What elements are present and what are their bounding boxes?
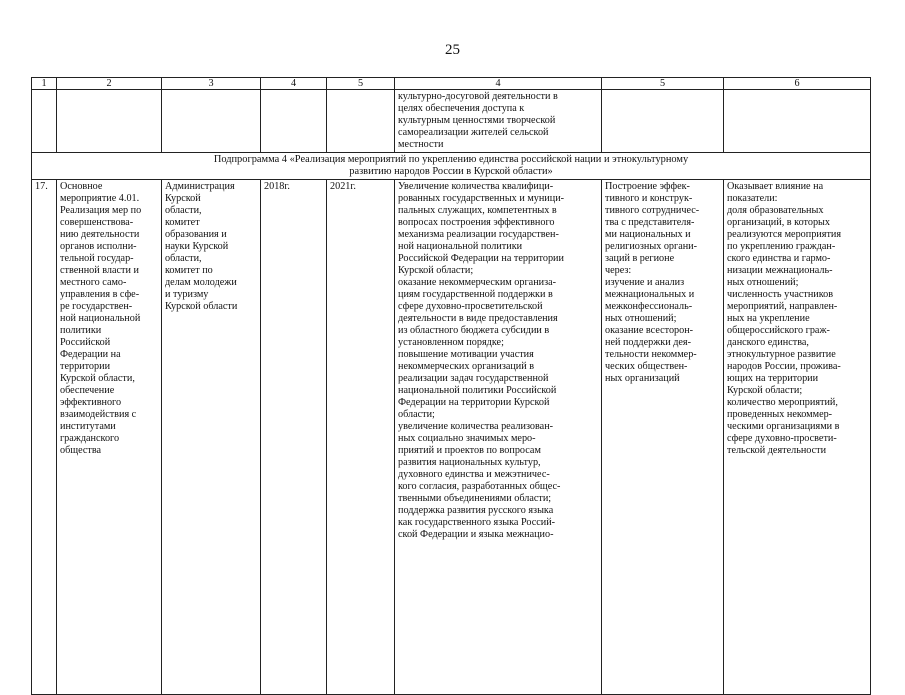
result-line: духовного единства и межэтничес- xyxy=(398,469,550,480)
header-col-8: 6 xyxy=(724,78,871,90)
result-line: оказание некоммерческим организа- xyxy=(398,277,557,288)
event-cell xyxy=(57,180,162,695)
consequence-line: ных организаций xyxy=(605,373,680,384)
event-line: ре государствен- xyxy=(60,301,133,312)
cont-line: культурно-досуговой деятельности в xyxy=(398,91,558,102)
event-line: Федерации на xyxy=(60,349,121,360)
result-line: рованных государственных и муници- xyxy=(398,193,565,204)
event-line: местного само- xyxy=(60,277,127,288)
executor-line: делам молодежи xyxy=(165,277,237,288)
result-line: национальной политики Российской xyxy=(398,385,557,396)
indicator-line: ческими организациями в xyxy=(727,421,840,432)
result-line: поддержка развития русского языка xyxy=(398,505,554,516)
result-line: развития национальных культур, xyxy=(398,457,541,468)
executor-line: комитет по xyxy=(165,265,213,276)
consequence-line: ней поддержки дея- xyxy=(605,337,691,348)
subprogram-title-line: развитию народов России в Курской области» xyxy=(349,166,553,177)
event-line: институтами xyxy=(60,421,116,432)
result-line: установленном порядке; xyxy=(398,337,504,348)
event-line: ственной власти и xyxy=(60,265,139,276)
cont-cell-3 xyxy=(162,90,261,153)
indicator-line: данского единства, xyxy=(727,337,809,348)
result-line: Увеличение количества квалифици- xyxy=(398,181,554,192)
executor-line: Курской области xyxy=(165,301,238,312)
header-col-7: 5 xyxy=(602,78,724,90)
cont-cell-1 xyxy=(32,90,57,153)
executor-line: области, xyxy=(165,253,202,264)
consequence-line: религиозных органи- xyxy=(605,241,698,252)
event-line: ной национальной xyxy=(60,313,141,324)
result-line: деятельности в виде предоставления xyxy=(398,313,558,324)
event-line: территории xyxy=(60,361,111,372)
header-col-6: 4 xyxy=(395,78,602,90)
executor-line: области, xyxy=(165,205,202,216)
consequence-line: межконфессиональ- xyxy=(605,301,693,312)
subprogram-title xyxy=(32,153,871,180)
event-line: органов исполни- xyxy=(60,241,137,252)
header-col-2: 2 xyxy=(57,78,162,90)
consequence-line: тивного сотрудничес- xyxy=(605,205,700,216)
result-line: ных социально значимых меро- xyxy=(398,433,536,444)
cont-line: местности xyxy=(398,139,444,150)
consequence-line: изучение и анализ xyxy=(605,277,685,288)
event-line: нию деятельности xyxy=(60,229,140,240)
result-line: области; xyxy=(398,409,435,420)
indicator-line: общероссийского граж- xyxy=(727,325,830,336)
consequence-line: тивного и конструк- xyxy=(605,193,693,204)
consequence-line: ческих обществен- xyxy=(605,361,688,372)
executor-line: комитет xyxy=(165,217,200,228)
result-line: Федерации на территории Курской xyxy=(398,397,550,408)
subprogram-title-line: Подпрограмма 4 «Реализация мероприятий по укреплению единства российской нации и этнокультурному xyxy=(213,154,689,165)
event-line: тельной государ- xyxy=(60,253,134,264)
event-line: эффективного xyxy=(60,397,122,408)
indicator-line: доля образовательных xyxy=(727,205,824,216)
result-line: приятий и проектов по вопросам xyxy=(398,445,541,456)
indicator-line: ющих на территории xyxy=(727,373,819,384)
executor-line: Администрация xyxy=(165,181,235,192)
cont-cell-8 xyxy=(724,90,871,153)
result-line: как государственного языка Россий- xyxy=(398,517,556,528)
event-line: гражданского xyxy=(60,433,120,444)
consequence-cell xyxy=(602,180,724,695)
event-line: Российской xyxy=(60,337,111,348)
start-year: 2018г. xyxy=(261,180,327,695)
indicator-line: этнокультурное развитие xyxy=(727,349,836,360)
result-line: вопросах построения эффективного xyxy=(398,217,555,228)
indicator-cell xyxy=(724,180,871,695)
executor-line: и туризму xyxy=(165,289,209,300)
cont-cell-4 xyxy=(261,90,327,153)
event-line: политики xyxy=(60,325,102,336)
indicator-line: сфере духовно-просвети- xyxy=(727,433,837,444)
indicator-line: ных на укрепление xyxy=(727,313,810,324)
result-line: из областного бюджета субсидии в xyxy=(398,325,550,336)
indicator-line: количество мероприятий, xyxy=(727,397,838,408)
consequence-line: Построение эффек- xyxy=(605,181,690,192)
result-line: сфере духовно-просветительской xyxy=(398,301,543,312)
event-line: совершенствова- xyxy=(60,217,134,228)
header-col-3: 3 xyxy=(162,78,261,90)
consequence-line: заций в регионе xyxy=(605,253,675,264)
result-line: повышение мотивации участия xyxy=(398,349,534,360)
result-line: Курской области; xyxy=(398,265,474,276)
indicator-line: показатели: xyxy=(727,193,778,204)
table-row xyxy=(32,180,871,695)
indicator-line: Оказывает влияние на xyxy=(727,181,824,192)
end-year: 2021г. xyxy=(327,180,395,695)
event-line: обеспечение xyxy=(60,385,115,396)
event-line: общества xyxy=(60,445,102,456)
row-number: 17. xyxy=(32,180,57,695)
indicator-line: тельской деятельности xyxy=(727,445,827,456)
cont-cell-5 xyxy=(327,90,395,153)
indicator-line: мероприятий, направлен- xyxy=(727,301,838,312)
result-line: Российской Федерации на территории xyxy=(398,253,564,264)
result-line: кого согласия, разработанных общес- xyxy=(398,481,561,492)
event-line: Основное xyxy=(60,181,103,192)
event-line: взаимодействия с xyxy=(60,409,137,420)
header-row xyxy=(32,78,871,90)
executor-cell xyxy=(162,180,261,695)
consequence-line: межнациональных и xyxy=(605,289,695,300)
result-line: ной национальной политики xyxy=(398,241,523,252)
header-col-1: 1 xyxy=(32,78,57,90)
event-line: Курской области, xyxy=(60,373,135,384)
indicator-line: реализуются мероприятия xyxy=(727,229,842,240)
header-col-5: 5 xyxy=(327,78,395,90)
indicator-line: по укреплению граждан- xyxy=(727,241,836,252)
result-line: механизма реализации государствен- xyxy=(398,229,559,240)
executor-line: Курской xyxy=(165,193,201,204)
consequence-line: ми национальных и xyxy=(605,229,691,240)
cont-line: целях обеспечения доступа к xyxy=(398,103,525,114)
program-table xyxy=(31,77,871,695)
indicator-line: народов России, прожива- xyxy=(727,361,841,372)
indicator-line: организаций, в которых xyxy=(727,217,830,228)
header-col-4: 4 xyxy=(261,78,327,90)
event-line: Реализация мер по xyxy=(60,205,142,216)
result-cell xyxy=(395,180,602,695)
consequence-line: через: xyxy=(605,265,632,276)
cont-line: самореализации жителей сельской xyxy=(398,127,549,138)
event-line: управления в сфе- xyxy=(60,289,140,300)
indicator-line: ных отношений; xyxy=(727,277,799,288)
consequence-line: тва с представителя- xyxy=(605,217,695,228)
result-line: реализации задач государственной xyxy=(398,373,549,384)
indicator-line: низации межнациональ- xyxy=(727,265,833,276)
subprogram-row xyxy=(32,153,871,180)
cont-cell-7 xyxy=(602,90,724,153)
result-line: пальных служащих, компетентных в xyxy=(398,205,557,216)
consequence-line: тельности некоммер- xyxy=(605,349,697,360)
result-line: ской Федерации и языка межнацио- xyxy=(398,529,554,540)
result-line: твенными объединениями области; xyxy=(398,493,552,504)
continuation-row xyxy=(32,90,871,153)
executor-line: науки Курской xyxy=(165,241,229,252)
result-line: циям государственной поддержки в xyxy=(398,289,553,300)
result-line: увеличение количества реализован- xyxy=(398,421,554,432)
cont-cell-2 xyxy=(57,90,162,153)
event-line: мероприятие 4.01. xyxy=(60,193,140,204)
result-line: некоммерческих организаций в xyxy=(398,361,535,372)
consequence-line: ных отношений; xyxy=(605,313,677,324)
consequence-line: оказание всесторон- xyxy=(605,325,694,336)
indicator-line: Курской области; xyxy=(727,385,803,396)
page-number: 25 xyxy=(445,42,460,58)
indicator-line: ского единства и гармо- xyxy=(727,253,831,264)
executor-line: образования и xyxy=(165,229,227,240)
indicator-line: проведенных некоммер- xyxy=(727,409,833,420)
indicator-line: численность участников xyxy=(727,289,834,300)
cont-cell-result xyxy=(395,90,602,153)
cont-line: культурным ценностями творческой xyxy=(398,115,556,126)
